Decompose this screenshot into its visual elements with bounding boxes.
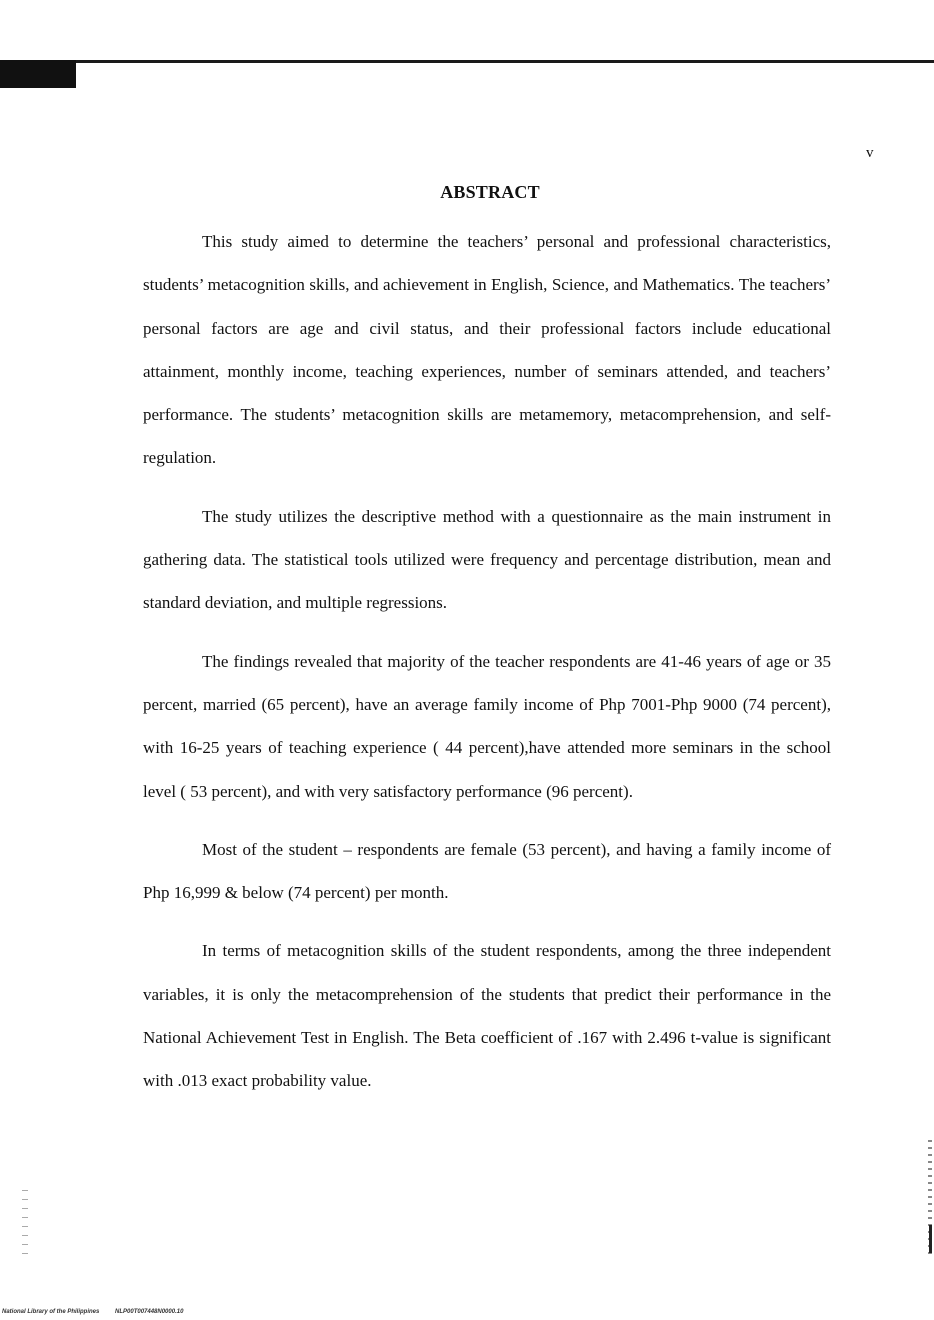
abstract-paragraph-student-findings: Most of the student – respondents are female (53 percent), and having a family income of Php 16,999 & below (74 percent) per month. <box>143 839 831 903</box>
page-title: ABSTRACT <box>440 182 540 202</box>
abstract-paragraph-method: The study utilizes the descriptive method with a questionnaire as the main instrument in gathering data. The statistical tools utilized were frequency and percentage distribution, mean and standard deviation, and multiple regressions. <box>143 506 831 613</box>
abstract-body <box>143 220 831 1118</box>
scan-footer <box>2 1309 183 1315</box>
scan-top-border <box>0 60 934 63</box>
footer-document-code: NLP00T007448N0000.10 <box>115 1309 184 1315</box>
abstract-paragraph-metacognition: In terms of metacognition skills of the student respondents, among the three independent variables, it is only the metacomprehension of the students that predict their performance in the National Achievement Test in English. The Beta coefficient of .167 with 2.496 t-value is significant with .013 exact probability value. <box>143 941 831 1091</box>
page-number: v <box>866 145 874 161</box>
scan-corner-mark <box>0 60 76 88</box>
abstract-paragraph-teacher-findings: The findings revealed that majority of the teacher respondents are 41-46 years of age or 35 percent, married (65 percent), have an average family income of Php 7001-Php 9000 (74 percent), with 16-25 years of teaching experience ( 44 percent),have attended more seminars in the school level ( 53 percent), and with very satisfactory performance (96 percent). <box>143 651 831 801</box>
scan-edge-mark-dark <box>929 1225 932 1253</box>
abstract-paragraph-purpose: This study aimed to determine the teachers’ personal and professional characteristics, students’ metacognition skills, and achievement in English, Science, and Mathematics. The teachers’ personal factors are age and civil status, and their professional factors include educational attainment, monthly income, teaching experiences, number of seminars attended, and teachers’ performance. The students’ metacognition skills are metamemory, metacomprehension, and self- regulation. <box>143 232 831 468</box>
scan-specks <box>22 1190 28 1255</box>
footer-library-name: National Library of the Philippines <box>2 1309 100 1315</box>
